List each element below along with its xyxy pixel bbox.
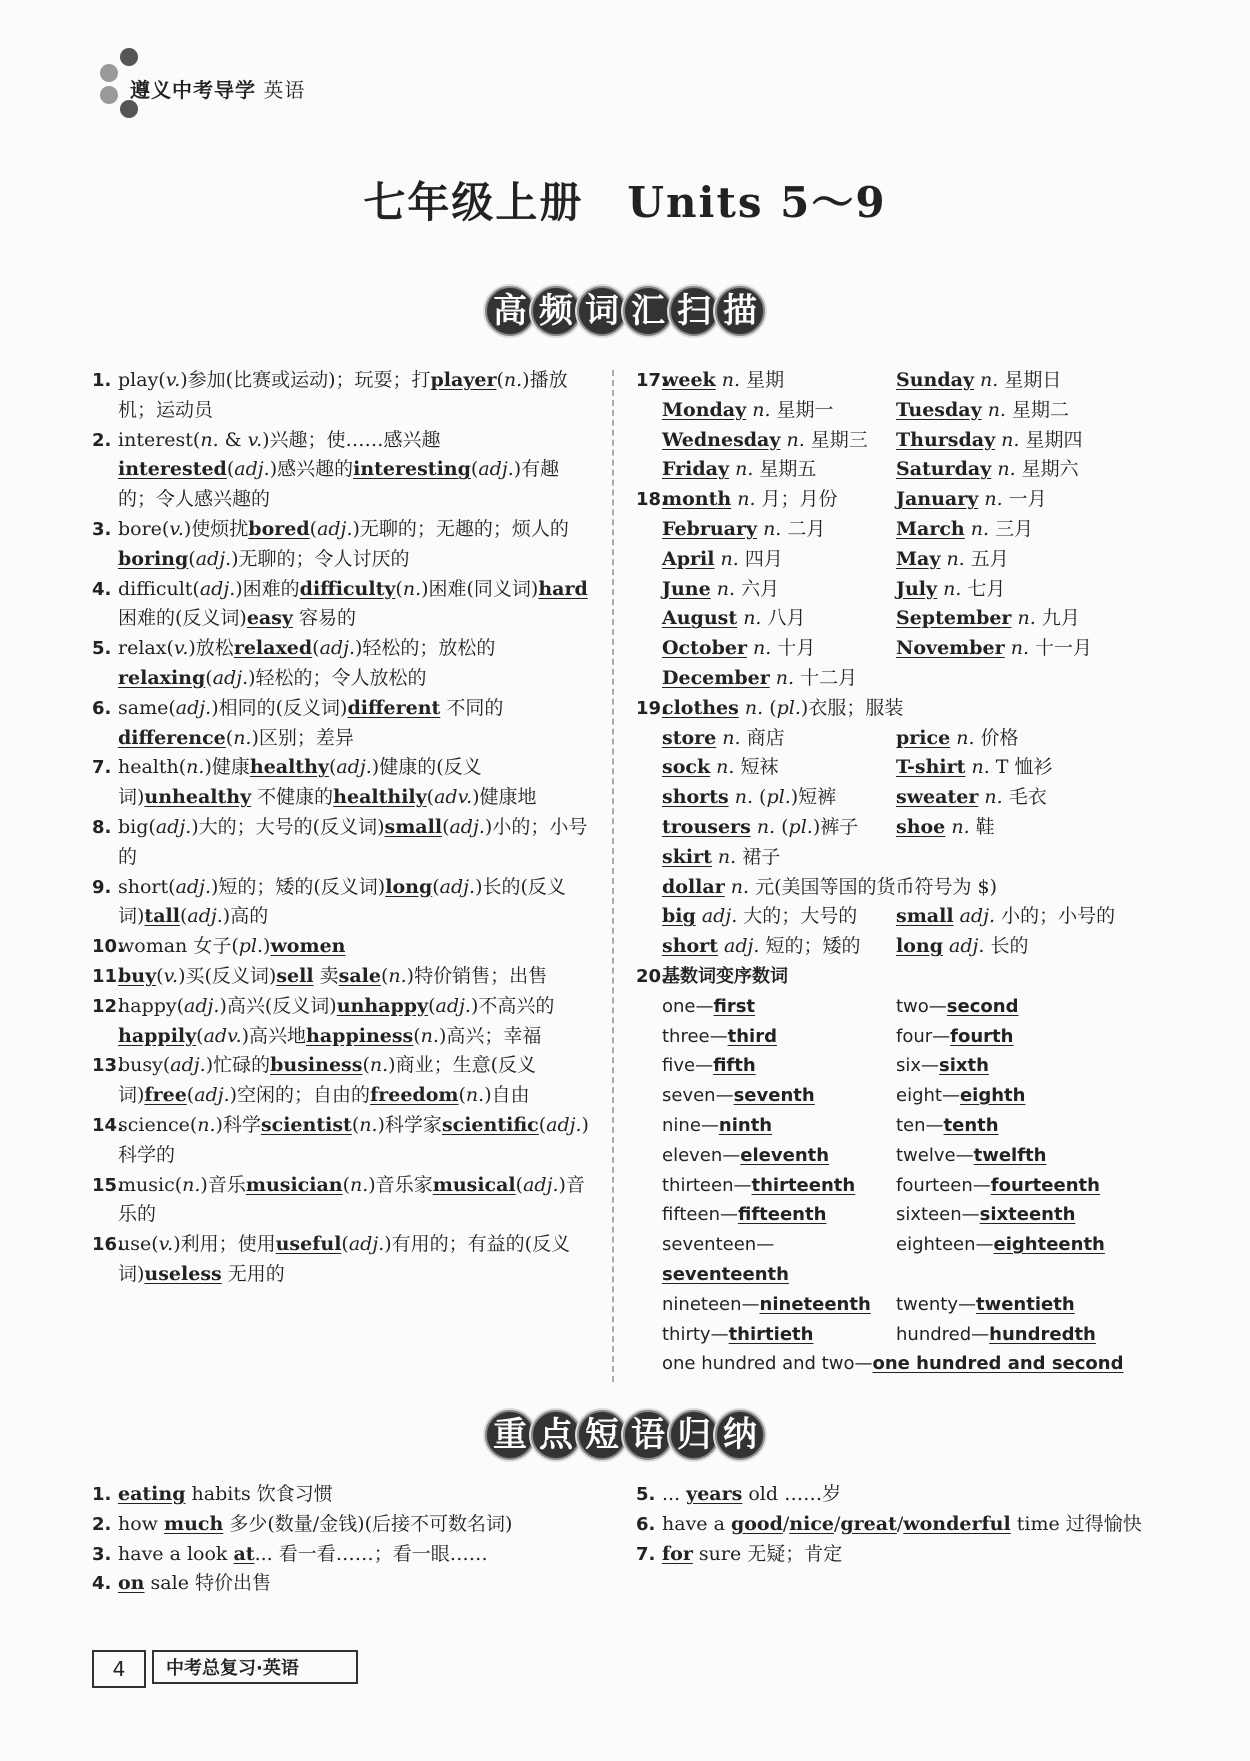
vocab-item: 4. difficult(adj.)困难的difficulty(n.)困难(同义词)hard 困难的(反义词)easy 容易的 (92, 577, 588, 630)
vocab-left-column (92, 366, 592, 1290)
banner-char: 归 (669, 1410, 719, 1460)
vocab-item: 5. ... years old ……岁 (636, 1483, 842, 1505)
banner-char: 纳 (715, 1410, 765, 1460)
vocab-item: 1. play(v.)参加(比赛或运动)；玩耍；打player(n.)播放机；运动员 (92, 369, 568, 421)
banner-char: 汇 (623, 286, 673, 336)
vocab-item: 16. use(v.)利用；使用useful(adj.)有用的；有益的(反义词)useless 无用的 (92, 1233, 571, 1285)
vocab-item: 3. bore(v.)使烦扰bored(adj.)无聊的；无趣的；烦人的boring(adj.)无聊的；令人讨厌的 (92, 517, 569, 570)
vocab-item: 17. week n. 星期 Sunday n. 星期日 Monday n. 星期一 Tuesday n. 星期二 Wednesday n. 星期三 Thursday n. 星期四 Friday n. 星期五 Saturday n. 星期六 (636, 369, 1083, 481)
vocab-item: 20. 基数词变序数词 one—first two—second three—third four—fourth five—fifth six—sixth seven—seventh eight—eighth nine—ninth ten—tenth eleven—eleventh twelve—twelfth thirteen—thirteenth fourteen—fourteenth fifteen—fifteenth sixteen—sixteenth seventeen—seventeenth eighteen—eighteenth nineteen—nineteenth twenty—twentieth thirty—thirtieth hundred—hundredth one hundred and two—one hundred and second (636, 965, 1124, 1375)
banner-char: 重 (485, 1410, 535, 1460)
vocab-item: 1. eating habits 饮食习惯 (92, 1483, 333, 1505)
brand-title: 遵义中考导学 英语 (130, 78, 306, 102)
hex-dot-icon (120, 48, 138, 66)
vocab-item: 6. same(adj.)相同的(反义词)different 不同的difference(n.)区别；差异 (92, 696, 504, 749)
phrases-left-column (92, 1480, 612, 1599)
vocab-item: 5. relax(v.)放松relaxed(adj.)轻松的；放松的relaxing(adj.)轻松的；令人放松的 (92, 637, 496, 689)
hex-dot-icon (100, 86, 118, 104)
vocab-item: 19. clothes n. (pl.)衣服；服装 store n. 商店 price n. 价格 sock n. 短袜 T-shirt n. T 恤衫 shorts n. (pl.)短裤 sweater n. 毛衣 trousers n. (pl.)裤子 shoe n. 鞋 skirt n. 裙子 dollar n. 元(美国等国的货币符号为 $) big adj. 大的；大号的 small adj. 小的；小号的 short adj. 短的；矮的 long adj. 长的 (636, 696, 1116, 958)
vocab-item: 2. interest(n. & v.)兴趣；使……感兴趣interested(adj.)感兴趣的interesting(adj.)有趣的；令人感兴趣的 (92, 428, 560, 511)
banner-char: 描 (715, 286, 765, 336)
vocab-item: 15. music(n.)音乐musician(n.)音乐家musical(adj.)音乐的 (92, 1173, 585, 1226)
section-banner-vocab (0, 286, 1250, 336)
banner-char: 点 (531, 1410, 581, 1460)
banner-char: 短 (577, 1410, 627, 1460)
footer-label: 中考总复习·英语 (152, 1650, 358, 1684)
hex-dot-icon (100, 64, 118, 82)
vocab-item: 10. woman 女子(pl.)women (92, 935, 346, 958)
vocab-item: 12. happy(adj.)高兴(反义词)unhappy(adj.)不高兴的happily(adv.)高兴地happiness(n.)高兴；幸福 (92, 994, 555, 1047)
vocab-item: 4. on sale 特价出售 (92, 1572, 271, 1595)
banner-char: 语 (623, 1410, 673, 1460)
vocab-right-column (636, 366, 1136, 1379)
column-divider (612, 370, 614, 1382)
vocab-item: 6. have a good/nice/great/wonderful time 过得愉快 (636, 1512, 1142, 1535)
section-banner-phrases (0, 1410, 1250, 1460)
vocab-item: 7. health(n.)健康healthy(adj.)健康的(反义词)unhealthy 不健康的healthily(adv.)健康地 (92, 756, 537, 809)
vocab-item: 13. busy(adj.)忙碌的business(n.)商业；生意(反义词)free(adj.)空闲的；自由的freedom(n.)自由 (92, 1054, 536, 1107)
page-number: 4 (92, 1650, 146, 1688)
vocab-item: 2. how much 多少(数量/金钱)(后接不可数名词) (92, 1512, 513, 1535)
vocab-item: 11. buy(v.)买(反义词)sell 卖sale(n.)特价销售；出售 (92, 964, 548, 987)
phrases-right-column (636, 1480, 1156, 1569)
banner-char: 词 (577, 286, 627, 336)
vocab-item: 3. have a look at... 看一看……；看一眼…… (92, 1542, 488, 1565)
vocab-item: 18. month n. 月；月份 January n. 一月 February n. 二月 March n. 三月 April n. 四月 May n. 五月 June n. 六月 July n. 七月 August n. 八月 September n. 九月 October n. 十月 November n. 十一月 December n. 十二月 (636, 488, 1093, 689)
vocab-item: 8. big(adj.)大的；大号的(反义词)small(adj.)小的；小号的 (92, 815, 588, 868)
header-brand (92, 48, 392, 118)
banner-char: 高 (485, 286, 535, 336)
banner-char: 扫 (669, 286, 719, 336)
banner-char: 频 (531, 286, 581, 336)
vocab-item: 14. science(n.)科学scientist(n.)科学家scientific(adj.)科学的 (92, 1113, 589, 1166)
page-title: 七年级上册 Units 5～9 (363, 178, 887, 227)
vocab-item: 9. short(adj.)短的；矮的(反义词)long(adj.)长的(反义词)tall(adj.)高的 (92, 875, 566, 928)
vocab-item: 7. for sure 无疑；肯定 (636, 1542, 843, 1565)
